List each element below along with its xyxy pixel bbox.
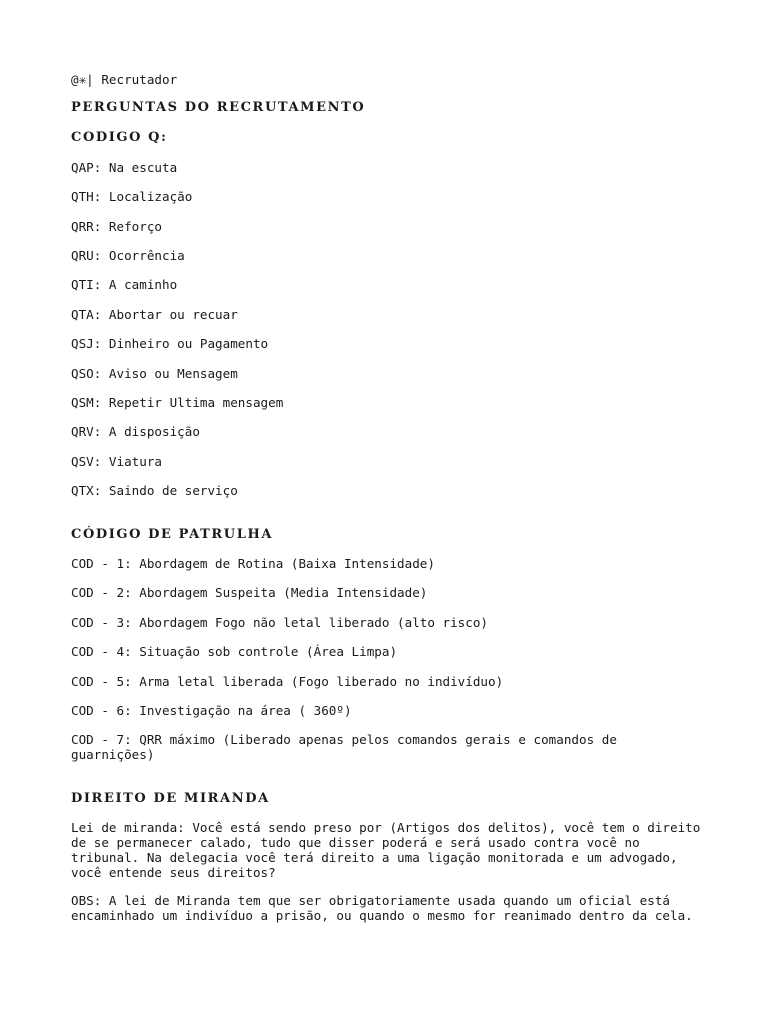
list-item: QTI: A caminho [71,277,178,292]
list-item: COD - 2: Abordagem Suspeita (Media Intensidade) [71,585,428,600]
miranda-paragraph: Lei de miranda: Você está sendo preso por (Artigos dos delitos), você tem o direito de se permanecer calado, tudo que disser poderá e será usado contra você no tribunal. Na delegacia você terá direito a uma ligação monitorada e um advogado, você entende seus direitos? [71,820,708,880]
page-title: PERGUNTAS DO RECRUTAMENTO [71,100,366,115]
list-item: QSO: Aviso ou Mensagem [71,366,238,381]
list-item: QSJ: Dinheiro ou Pagamento [71,336,269,351]
list-item: QTH: Localização [71,189,193,204]
list-item: COD - 6: Investigação na área ( 360º) [71,703,352,718]
list-item: COD - 7: QRR máximo (Liberado apenas pelos comandos gerais e comandos de guarnições) [71,732,625,762]
list-item: QTX: Saindo de serviço [71,483,238,498]
list-item: QRU: Ocorrência [71,248,185,263]
codigo-patrulha-heading: CÓDIGO DE PATRULHA [71,527,274,542]
list-item: COD - 1: Abordagem de Rotina (Baixa Intensidade) [71,556,435,571]
list-item: COD - 4: Situação sob controle (Área Limpa) [71,644,398,659]
list-item: QTA: Abortar ou recuar [71,307,238,322]
header-label: @✳| Recrutador [71,72,178,87]
list-item: QAP: Na escuta [71,160,178,175]
codigo-q-heading: CODIGO Q: [71,130,168,145]
list-item: QSM: Repetir Ultima mensagem [71,395,284,410]
list-item: QSV: Viatura [71,454,162,469]
list-item: COD - 3: Abordagem Fogo não letal liberado (alto risco) [71,615,489,630]
obs-paragraph: OBS: A lei de Miranda tem que ser obrigatoriamente usada quando um oficial está encaminhado um indivíduo a prisão, ou quando o mesmo for reanimado dentro da cela. [71,893,693,923]
direito-miranda-heading: DIREITO DE MIRANDA [71,791,270,806]
list-item: QRR: Reforço [71,219,162,234]
list-item: QRV: A disposição [71,424,200,439]
list-item: COD - 5: Arma letal liberada (Fogo liberado no indivíduo) [71,674,504,689]
